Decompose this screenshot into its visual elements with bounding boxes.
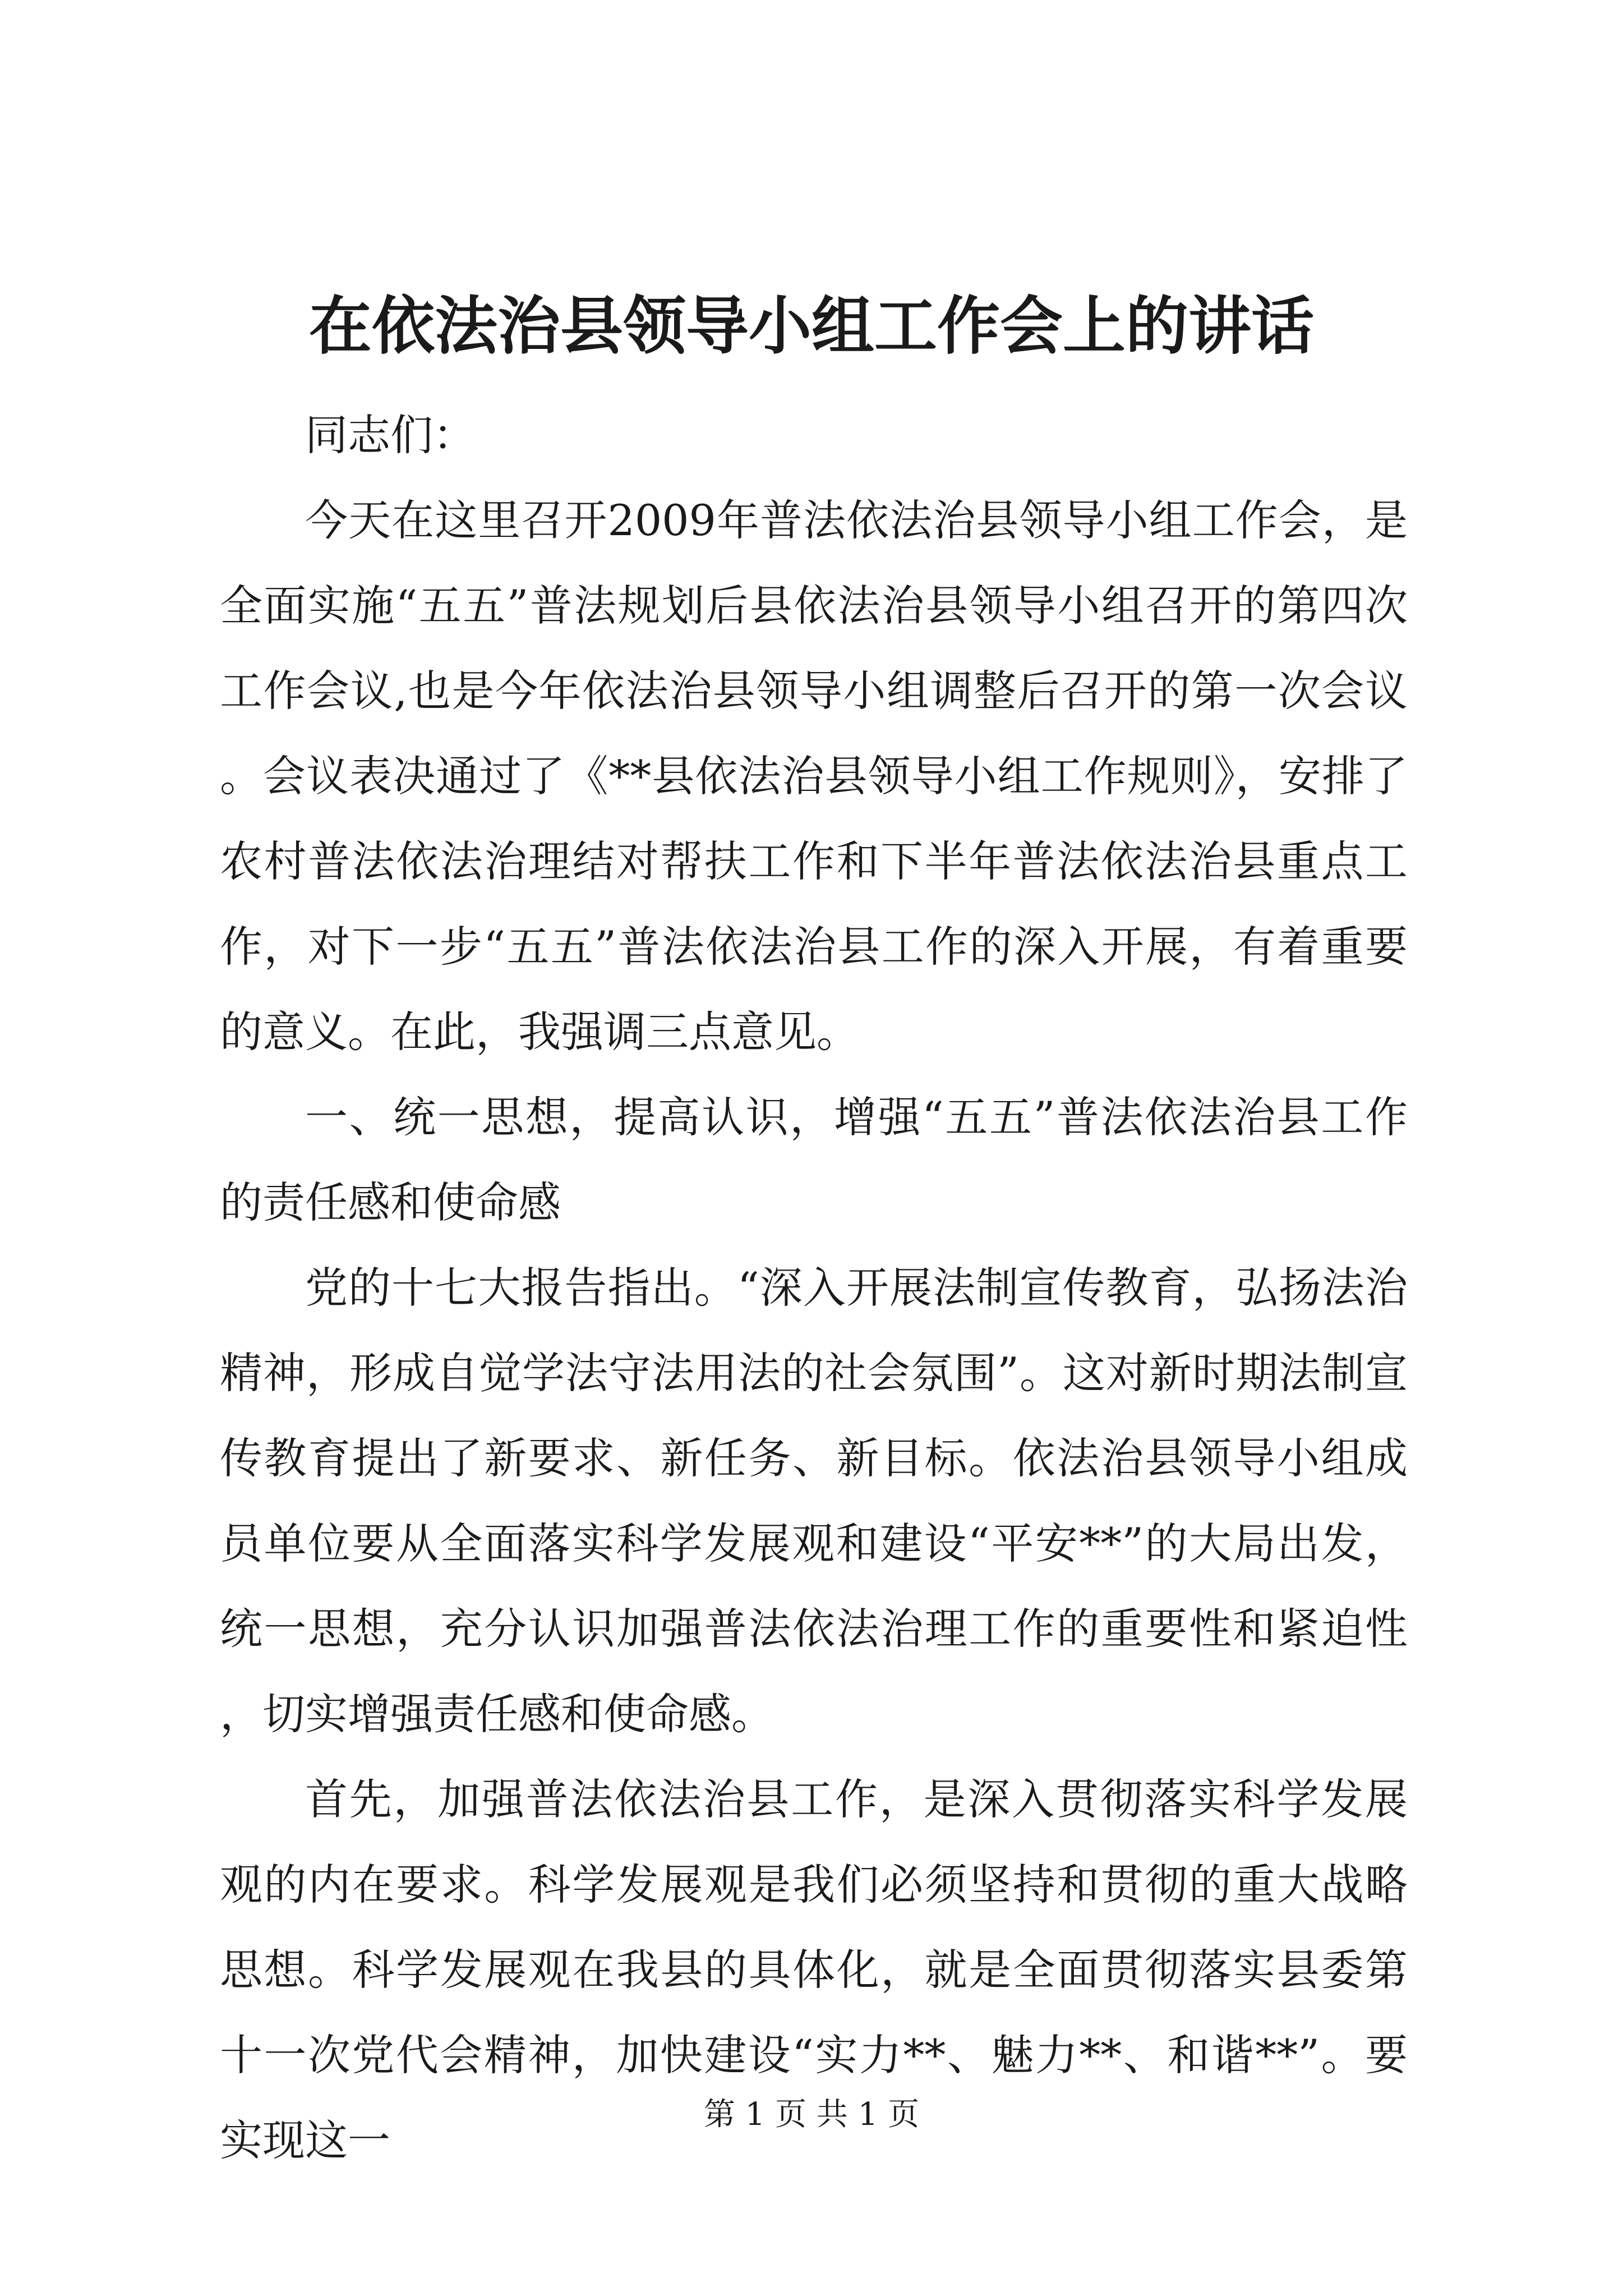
salutation: 同志们： <box>305 410 476 460</box>
paragraph-first-point: 首先，加强普法依法治县工作，是深入贯彻落实科学发展观的内在要求。科学发展观是我们必须坚持和贯彻的重大战略思想。科学发展观在我县的具体化，就是全面贯彻落实县委第十一次党代会精神，加快建设“实力**、魅力**、和谐**”。要实现这一 <box>220 1774 1408 2165</box>
page-footer: 第 1 页 共 1 页 <box>703 2096 920 2133</box>
section-heading-1: 一、统一思想，提高认识，增强“五五”普法依法治县工作的责任感和使命感 <box>220 1092 1408 1227</box>
paragraph-opening: 今天在这里召开2009年普法依法治县领导小组工作会，是全面实施“五五”普法规划后县依法治县领导小组召开的第四次工作会议,也是今年依法治县领导小组调整后召开的第一次会议。会议表决通过了《**县依法治县领导小组工作规则》，安排了农村普法依法治理结对帮扶工作和下半年普法依法治县重点工作，对下一步“五五”普法依法治县工作的深入开展，有着重要的意义。在此，我强调三点意见。 <box>220 495 1408 1057</box>
paragraph-report: 党的十七大报告指出。“深入开展法制宣传教育，弘扬法治精神，形成自觉学法守法用法的社会氛围”。这对新时期法制宣传教育提出了新要求、新任务、新目标。依法治县领导小组成员单位要从全面落实科学发展观和建设“平安**”的大局出发，统一思想，充分认识加强普法依法治理工作的重要性和紧迫性，切实增强责任感和使命感。 <box>220 1263 1408 1739</box>
document-body <box>220 393 1408 2183</box>
document-title: 在依法治县领导小组工作会上的讲话 <box>309 289 1314 363</box>
